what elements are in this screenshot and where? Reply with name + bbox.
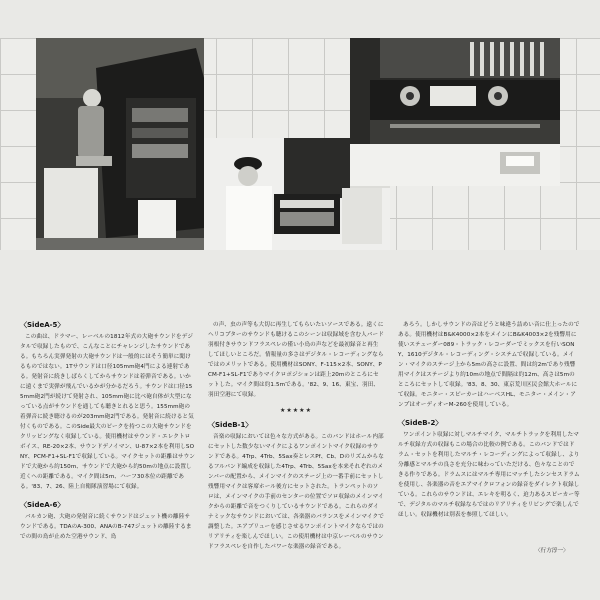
section-body-col2-continuation: の声、虫の声等も大切に再生してもらいたいソースである。遠くにヘリコプターのサウンドも聴けるこのシーンは収録域を含む人バード羽根付きサウンドフラスペレの僅い小鳥の声などを最初録音と再生してほしいところだ。情報量の多さはデジタル・レコーディングならではのメリットである。使用機材はSONY、F-115×2本、SONY、PCM-F1+SL-F1でありマイクロポジションは距上20mのところにセットした。マイク間は約1.5mである。'82、9、16、東宝、羽田、羽田空港にて収録。 (208, 322, 384, 398)
section-body-side-b1: 音楽の収録においては色々な方式がある。このバンドはホール内部にセットした数少ないマイクによるワンポイントマイク収録のサウンドである。4Trp、4Trb、5Sax奏とレスPf、Cb、Dのリズムからなるフルバンド編成を収録した4Trp、4Trb、5Saxを本来それぞれのメンバーの配置から、メインマイクのステージ上の一番手前にセットし残響用マイクは客席ホール後方にセットされた。トランペットのソロは、メインマイクの手前のセンターの位置でソロ収録のメインマイクからの距離で音をつくりしているサウンドである。これらのダイナミックなサウンドにおいては、各楽器のバランスをメインマイクで調整した。エアブリューを感じさせるワンポイントマイクならではのリアリティを楽しんでほしい。この使用機材は中京レーベルのサウンドフラスペレを自作したパワーな楽器の録音である。 (208, 434, 384, 550)
photo-tape-recorders (350, 38, 560, 186)
section-heading-side-b1: 〈SideB-1〉 (208, 421, 253, 429)
photo-field-recording-truck (36, 38, 204, 250)
section-body-side-b2: ワンポイント収録に対しマルチマイク、マルチトラックを利用したマルチ収録方式の収録もこの場合の比較の例である。このバンドではドラム・セットを利用したマルチ・レコーディングによって収録し、より分離感とマルチの良さを充分に味わっていただける、色々なことのできる作りである。ドラムスにはマルチ専用にマッチしたシンセスドラムを使用し、各楽器の音をエアマイクロフォンの録音をダイレクト収録している。これらのサウンドは、エレキを明るく、迫力あるスピーカー等で、デジタルのマルチ収録ならではのリアリティをリビングで楽しんでほしい。収録機材は別表を参照してほしい。 (398, 432, 580, 518)
section-body-side-a6: バルカン砲、大砲の発射音に続くサウンドはジェット機の離陸サウンドである。TDAのA-300、ANAのB-747ジェットの離陸するまでの間の鳥が止めた空港サウンド、鳥 (20, 514, 192, 540)
section-body-side-a5: この曲は、ドラマー、レーベルの1812年式の大砲サウンドをデジタルで収録したもので、こんなことにチャレンジしたサウンドである。もちろん実弾発射の大砲サウンドは一般的にはそう簡単に聞けるものではない。1Tサウンドは口径105mm砲4門による連射である。発射音に続きしばらくしてからサウンドは着弾音である。いかに遠くまで実弾が飛んでいるかが分かるだろう。サウンドは口径155mm砲2門が続けて発射され、105mm砲に比べ砲自体が大型になっている点がサウンドを通しても聴きとれると思う。155mm砲の着弾音に続き聴けるのが203mm砲2門である。発射音に続けると気付くものである。このSide最大のピークを持つこの大砲サウンドをクリッピングなく収録している。使用機材はサウンド・エレクトロボイス、RE-20×2本、サウンドデノイマン、U-87×2本を利用しSONY、PCM-F1+SL-F1で収録している。マイクセットの距離はサウンドで大砲から約150m、サウンドで大砲から約50mの地点に設置し近くへの距離である。マイク間は5m、ハーフ30本位の距離である。'83、7、26、陸上自衛隊演習場にて収録。 (20, 334, 195, 490)
text-column-2 (208, 320, 384, 552)
section-heading-side-a5: 〈SideA-5〉 (20, 321, 65, 329)
section-heading-side-b2: 〈SideB-2〉 (398, 419, 443, 427)
photo-collage (0, 0, 600, 250)
section-body-col3-continuation: あろう。しかしサウンドの音はどうと味違う詰めい音に仕上ったのである。使用機材はB&K4000×2本をメインにB&K4003×2を残響用に使いステューダー089・トラック・レコーダーでミックスを行いSONY、1610デジタル・レコーディング・システムで収録している。メイン・マイクのステージ上から5mの高さに設置、間は約2mであり残響用マイクはステージより約10mの地点で間隔は約12m、高さは5mのところにセットして収録。'83、8、30、東京荒川区民会館大ホールにて収録。モニター・スピーカーはハーベスHL、モニター・メイン・アンプはオーディオーM-260を使用している。 (398, 322, 580, 408)
author-credit: 〈行方淳一〉 (535, 548, 569, 554)
text-column-1 (20, 320, 195, 542)
section-divider-stars: ★★★★★ (280, 407, 312, 414)
section-heading-side-a6: 〈SideA-6〉 (20, 501, 65, 509)
text-column-3 (398, 320, 580, 520)
